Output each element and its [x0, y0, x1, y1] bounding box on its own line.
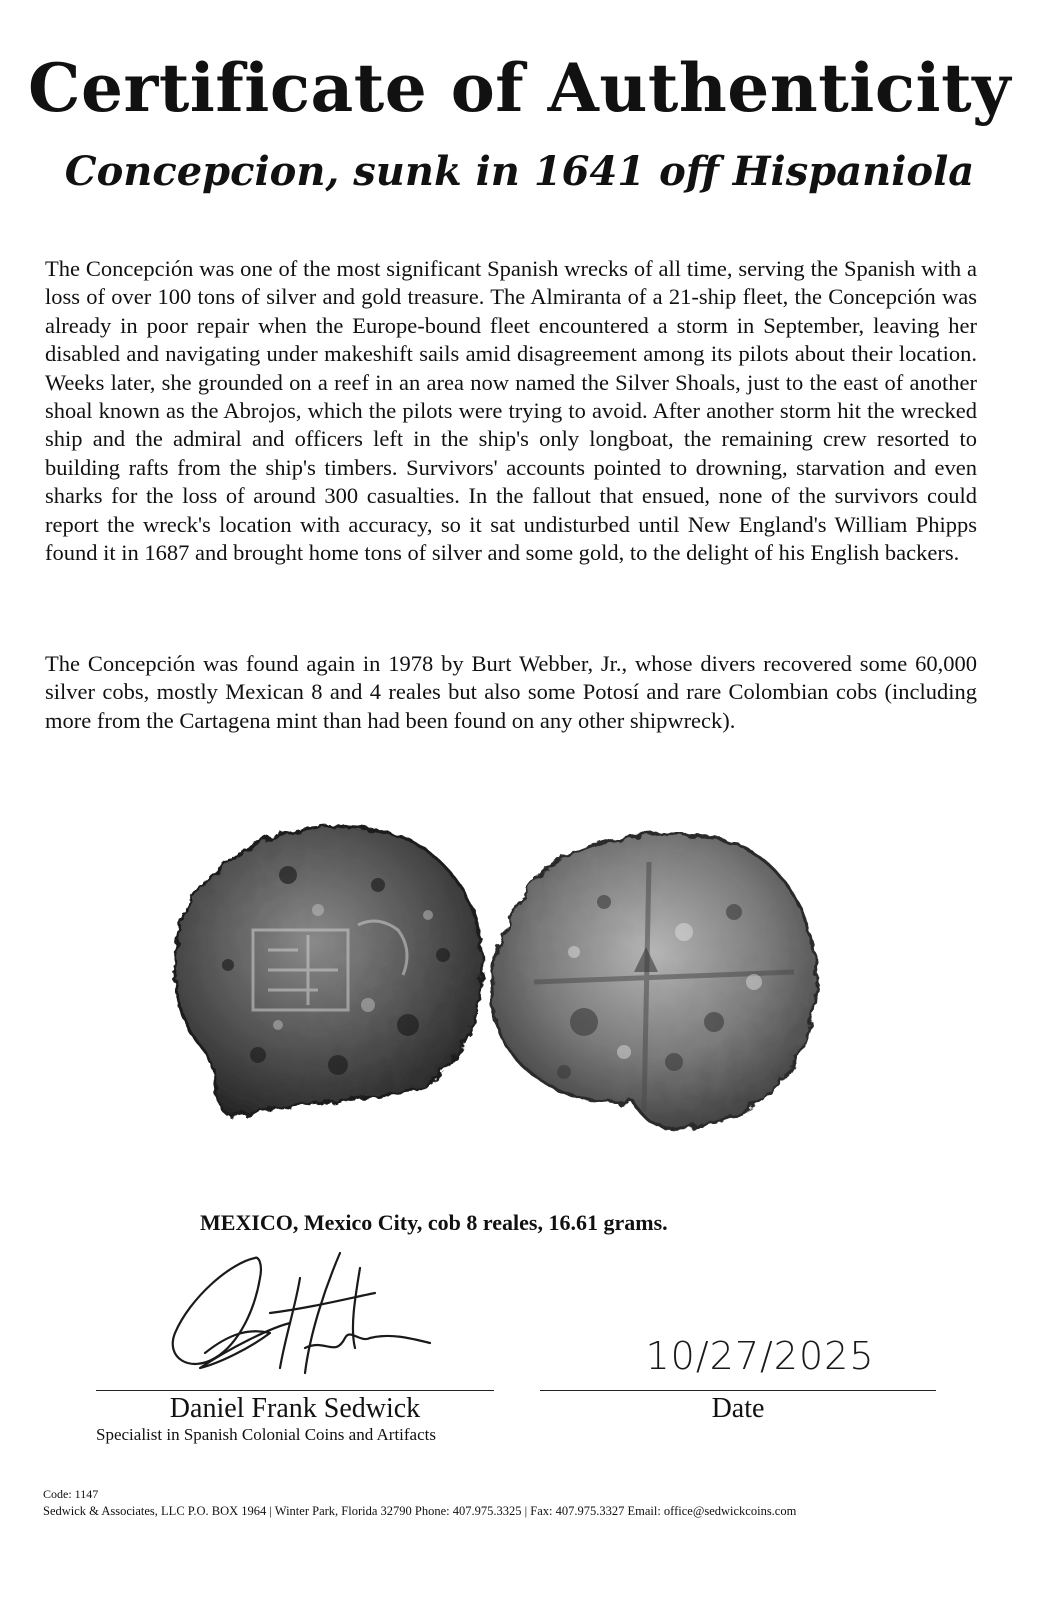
- coin-description: MEXICO, Mexico City, cob 8 reales, 16.61 grams.: [200, 1210, 668, 1235]
- footer-contact: Sedwick & Associates, LLC P.O. BOX 1964 | Winter Park, Florida 32790 Phone: 407.975.3325 | Fax: 407.975.3327 Email: office@sedwickcoins.com: [43, 1504, 797, 1518]
- signer-role: Specialist in Spanish Colonial Coins and Artifacts: [96, 1425, 436, 1444]
- certificate-title: Certificate of Authenticity: [28, 49, 1011, 127]
- signer-name: Daniel Frank Sedwick: [169, 1393, 421, 1424]
- history-paragraph-1: The Concepción was one of the most significant Spanish wrecks of all time, serving the Spanish with a loss of over 100 tons of silver and gold treasure. The Almiranta of a 21-ship fleet, the Concepción was already in poor repair when the Europe-bound fleet encountered a storm in September, leaving her disabled and navigating under makeshift sails amid disagreement among its pilots about their location. Weeks later, she grounded on a reef in an area now named the Silver Shoals, just to the east of another shoal known as the Abrojos, which the pilots were trying to avoid. After another storm hit the wrecked ship and the admiral and officers left in the ship's only longboat, the remaining crew resorted to building rafts from the ship's timbers. Survivors' accounts pointed to drowning, starvation and even sharks for the loss of around 300 casualties. In the fallout that ensued, none of the survivors could report the wreck's location with accuracy, so it sat undisturbed until New England's William Phipps found it in 1687 and brought home tons of silver and some gold, to the delight of his English backers.: [45, 256, 977, 566]
- date-line: [540, 1390, 936, 1391]
- footer-code: Code: 1147: [43, 1487, 99, 1501]
- signature-line: [96, 1390, 494, 1391]
- coin-obverse-image: [168, 815, 488, 1125]
- history-paragraph-2: The Concepción was found again in 1978 by Burt Webber, Jr., whose divers recovered some 60,000 silver cobs, mostly Mexican 8 and 4 reales but also some Potosí and rare Colombian cobs (including more from the Cartagena mint than had been found on any other shipwreck).: [45, 651, 977, 733]
- coin-reverse-image: [484, 822, 824, 1140]
- certificate-date: 10/27/2025: [645, 1334, 875, 1378]
- date-label: Date: [711, 1393, 765, 1424]
- certificate-subtitle: Concepcion, sunk in 1641 off Hispaniola: [64, 148, 975, 195]
- signature-image: [160, 1238, 440, 1388]
